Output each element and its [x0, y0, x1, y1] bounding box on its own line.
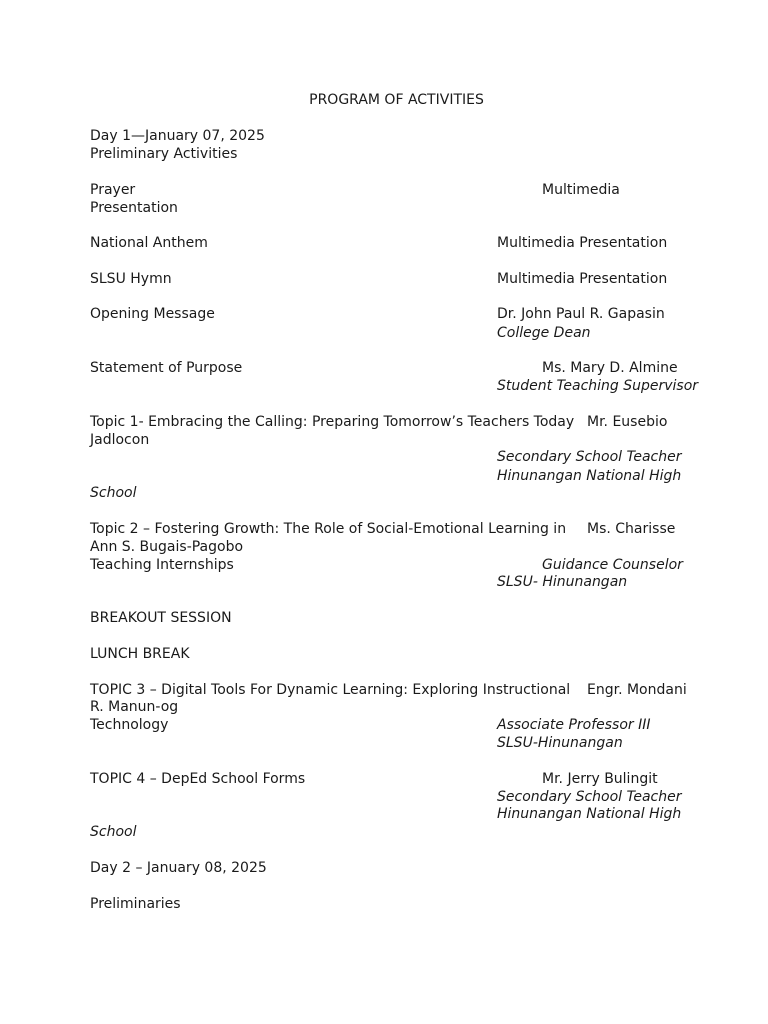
- role-topic-4-line-1: Secondary School Teacher: [497, 789, 682, 805]
- presenter-topic-2-continued: Ann S. Bugais-Pagobo: [90, 539, 244, 555]
- document-title: PROGRAM OF ACTIVITIES: [309, 92, 484, 108]
- role-topic-2-line-1: Guidance Counselor: [542, 557, 683, 573]
- day2-heading: Day 2 – January 08, 2025: [90, 860, 267, 876]
- role-topic-1-line-3: School: [90, 485, 137, 501]
- presenter-statement-of-purpose: Ms. Mary D. Almine: [542, 360, 678, 376]
- activity-national-anthem: National Anthem: [90, 235, 208, 251]
- role-topic-1-line-2: Hinunangan National High: [497, 468, 682, 484]
- role-statement-of-purpose: Student Teaching Supervisor: [497, 378, 699, 394]
- role-topic-2-line-2: SLSU- Hinunangan: [497, 574, 628, 590]
- presenter-topic-1-continued: Jadlocon: [90, 432, 150, 448]
- presenter-topic-1: Mr. Eusebio: [587, 414, 668, 430]
- presenter-topic-3: Engr. Mondani: [587, 682, 687, 698]
- activity-prayer: Prayer: [90, 182, 136, 198]
- presenter-slsu-hymn: Multimedia Presentation: [497, 271, 668, 287]
- activity-topic-3: TOPIC 3 – Digital Tools For Dynamic Learning: Exploring Instructional: [90, 682, 571, 698]
- presenter-national-anthem: Multimedia Presentation: [497, 235, 668, 251]
- role-topic-4-line-3: School: [90, 824, 137, 840]
- activity-statement-of-purpose: Statement of Purpose: [90, 360, 243, 376]
- role-topic-3-line-2: SLSU-Hinunangan: [497, 735, 623, 751]
- lunch-break: LUNCH BREAK: [90, 646, 190, 662]
- role-topic-3-line-1: Associate Professor III: [497, 717, 651, 733]
- presenter-opening-message: Dr. John Paul R. Gapasin: [497, 306, 665, 322]
- activity-opening-message: Opening Message: [90, 306, 215, 322]
- role-opening-message: College Dean: [497, 325, 591, 341]
- day1-heading: Day 1—January 07, 2025: [90, 128, 265, 144]
- day2-subheading: Preliminaries: [90, 896, 181, 912]
- activity-topic-2: Topic 2 – Fostering Growth: The Role of Social-Emotional Learning in: [90, 521, 567, 537]
- presenter-prayer: Multimedia: [542, 182, 620, 198]
- activity-topic-3-continued: Technology: [90, 717, 169, 733]
- presenter-topic-4: Mr. Jerry Bulingit: [542, 771, 658, 787]
- role-topic-4-line-2: Hinunangan National High: [497, 806, 682, 822]
- activity-slsu-hymn: SLSU Hymn: [90, 271, 172, 287]
- presenter-topic-3-continued: R. Manun-og: [90, 699, 179, 715]
- role-topic-1-line-1: Secondary School Teacher: [497, 449, 682, 465]
- activity-topic-1: Topic 1- Embracing the Calling: Preparing Tomorrow’s Teachers Today: [90, 414, 575, 430]
- breakout-session: BREAKOUT SESSION: [90, 610, 232, 626]
- presenter-topic-2: Ms. Charisse: [587, 521, 676, 537]
- activity-topic-2-continued: Teaching Internships: [90, 557, 234, 573]
- presenter-prayer-continued: Presentation: [90, 200, 178, 216]
- activity-topic-4: TOPIC 4 – DepEd School Forms: [90, 771, 306, 787]
- day1-subheading: Preliminary Activities: [90, 146, 238, 162]
